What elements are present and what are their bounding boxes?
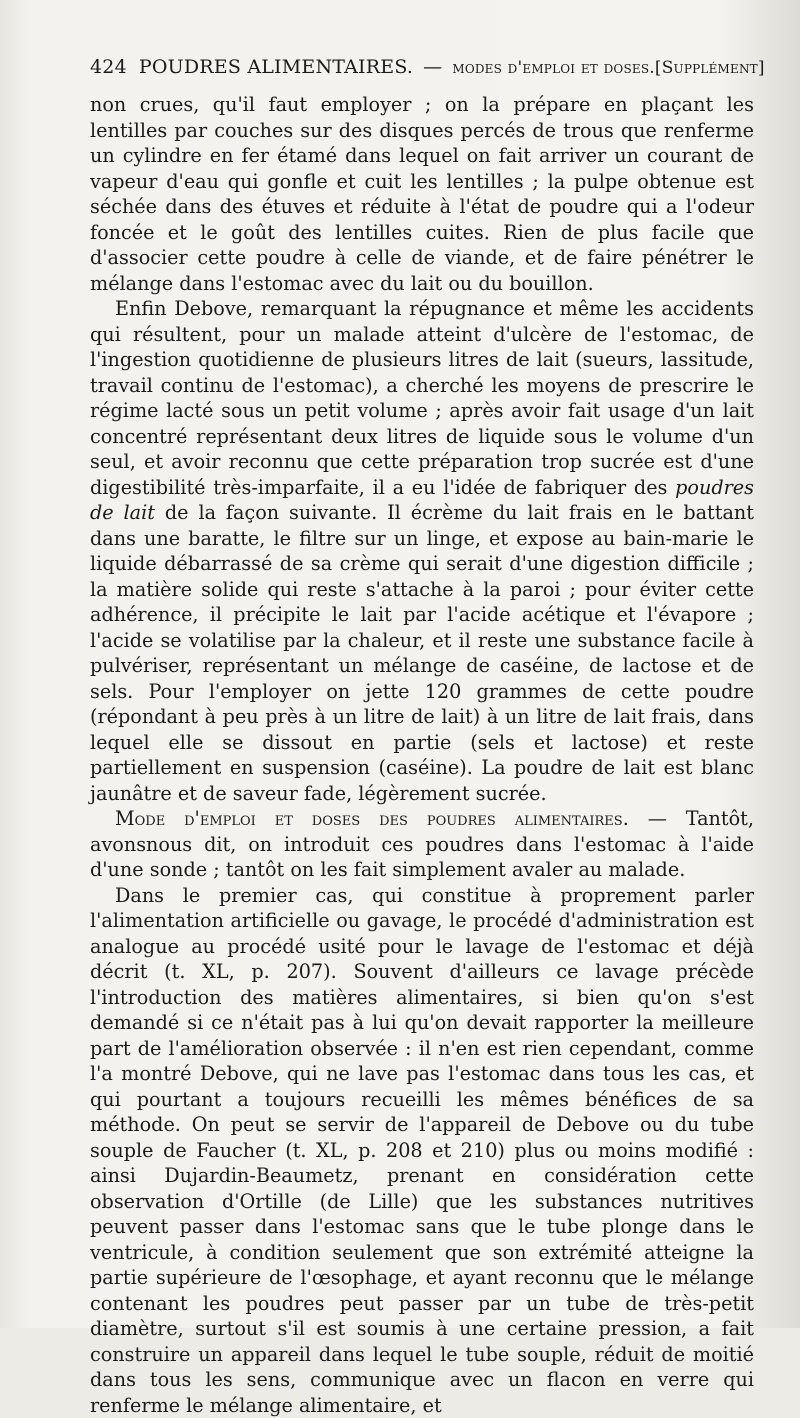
section-heading: Mode d'emploi et doses des poudres alimentaires. — [115, 807, 629, 830]
header-dash: — — [423, 56, 442, 78]
page-number: 424 — [90, 56, 127, 78]
italic-term: poudres de lait — [90, 476, 754, 525]
paragraph-4: Dans le premier cas, qui constitue à proprement parler l'alimentation artificielle ou gavage, le procédé d'administration est analogue au procédé usité pour le lavage de l'estomac et déjà décrit (t. XL, p. 207). Souvent d'ailleurs ce lavage précède l'introduction des matières alimentaires, si bien qu'on s'est demandé si ce n'était pas à lui qu'on devait rapporter la meilleure part de l'amélioration observée : il n'en est rien cependant, comme l'a montré Debove, qui ne lave pas l'estomac dans tous les cas, et qui pourtant a toujours recueilli les mêmes bénéfices de sa méthode. On peut se servir de l'appareil de Debove ou du tube souple de Faucher (t. XL, p. 208 et 210) plus ou moins modifié : ainsi Dujardin-Beaumetz, prenant en considération cette observation d'Ortille (de Lille) que les substances nutritives peuvent passer dans l'estomac sans que le tube plonge dans le ventricule, à condition seulement que son extrémité atteigne la partie supérieure de l'œsophage, et ayant reconnu que le mélange contenant les poudres peut passer par un tube de très-petit diamètre, surtout s'il est soumis à une certaine pression, a fait construire un appareil dans lequel le tube souple, réduit de moitié dans tous les sens, communique avec un flacon en verre qui renferme le mélange alimentaire, et — [90, 883, 754, 1418]
paragraph-3-text: — Tantôt, avonsnous dit, on introduit ces poudres dans l'estomac à l'aide d'une sonde ; tantôt on les fait simplement avaler au malade. — [90, 807, 754, 881]
running-header — [90, 56, 754, 78]
header-title: POUDRES ALIMENTAIRES. — [139, 56, 413, 78]
body-text — [90, 92, 754, 1418]
paragraph-2-part-2: de la façon suivante. Il écrème du lait frais en le battant dans une baratte, le filtre sur un linge, et expose au bain-marie le liquide débarrassé de sa crème qui serait d'une digestion difficile ; la matière solide qui reste s'attache à la paroi ; pour éviter cette adhérence, il précipite le lait par l'acide acétique et l'évapore ; l'acide se volatilise par la chaleur, et il reste une substance facile à pulvériser, représentant un mélange de caséine, de lactose et de sels. Pour l'employer on jette 120 grammes de cette poudre (répondant à peu près à un litre de lait) à un litre de lait frais, dans lequel elle se dissout en partie (sels et lactose) et reste partiellement en suspension (caséine). La poudre de lait est blanc jaunâtre et de saveur fade, légèrement sucrée. — [90, 501, 754, 805]
header-subtitle: modes d'emploi et doses. — [452, 58, 655, 78]
paragraph-1: non crues, qu'il faut employer ; on la prépare en plaçant les lentilles par couches sur des disques percés de trous que renferme un cylindre en fer étamé dans lequel on fait arriver un courant de vapeur d'eau qui gonfle et cuit les lentilles ; la pulpe obtenue est séchée dans des étuves et réduite à l'état de poudre qui a l'odeur foncée et le goût des lentilles cuites. Rien de plus facile que d'associer cette poudre à celle de viande, et de faire pénétrer le mélange dans l'estomac avec du lait ou du bouillon. — [90, 92, 754, 296]
paragraph-2-part-1: Enfin Debove, remarquant la répugnance et même les accidents qui résultent, pour un malade atteint d'ulcère de l'estomac, de l'ingestion quotidienne de plusieurs litres de lait (sueurs, lassitude, travail continu de l'estomac), a cherché les moyens de prescrire le régime lacté sous un petit volume ; après avoir fait usage d'un lait concentré représentant deux litres de liquide sous le volume d'un seul, et avoir reconnu que cette préparation trop sucrée est d'une digestibilité très-imparfaite, il a eu l'idée de fabriquer des — [90, 297, 754, 499]
header-section: [Supplément] — [655, 58, 765, 78]
paragraph-2 — [90, 296, 754, 806]
paragraph-3 — [90, 806, 754, 883]
